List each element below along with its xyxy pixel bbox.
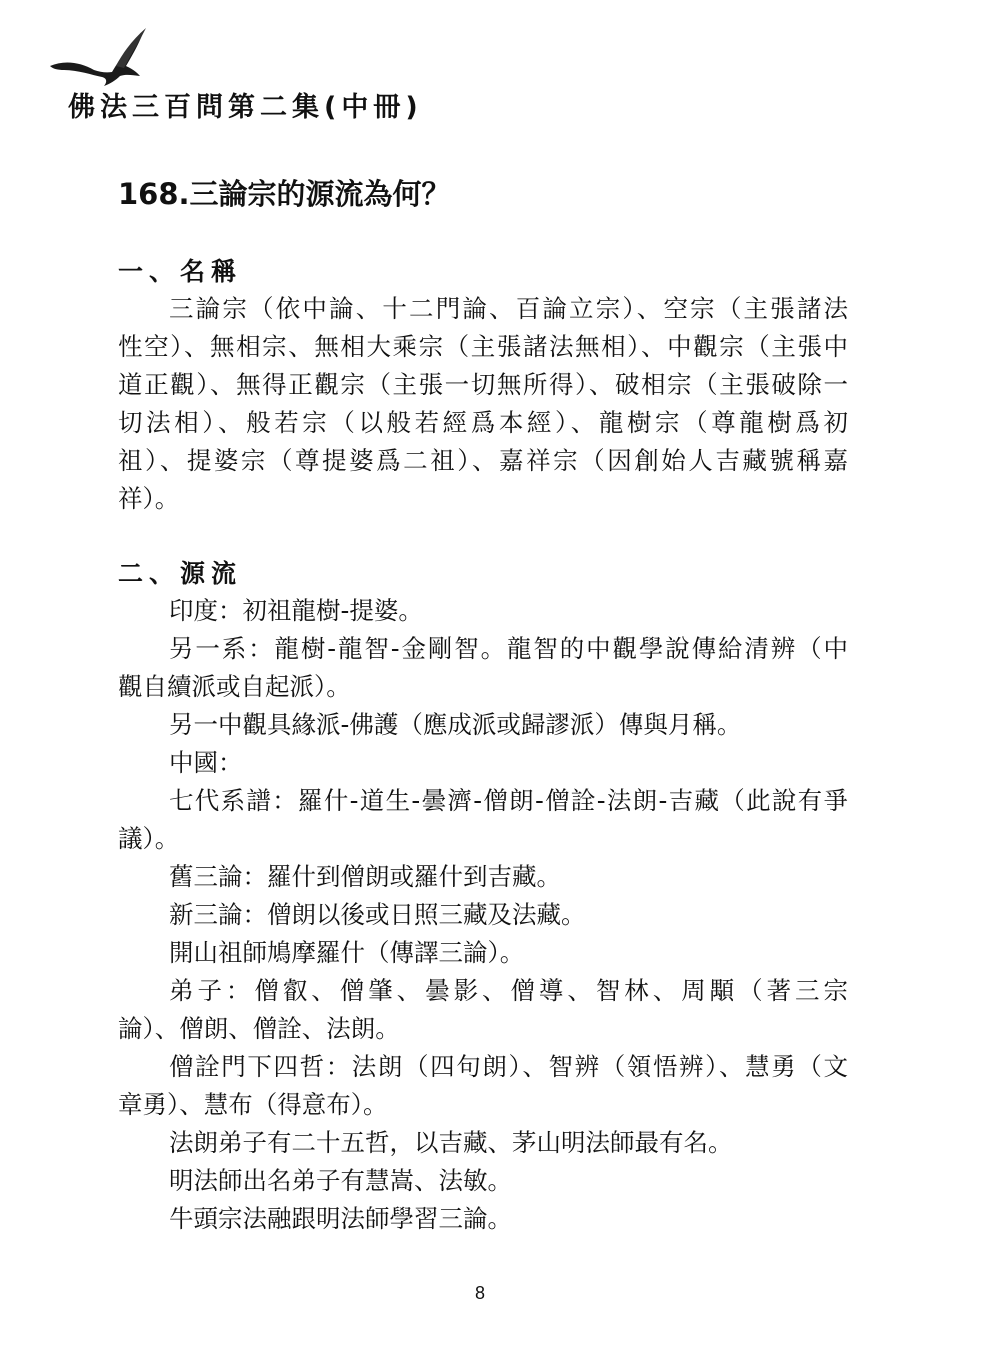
question-title: 168.三論宗的源流為何？ <box>118 177 451 211</box>
text-line: 新三論：僧朗以後或日照三藏及法藏。 <box>169 900 586 929</box>
page-number: 8 <box>474 1283 485 1303</box>
text-line: 僧詮門下四哲：法朗（四句朗）、智辨（領悟辨）、慧勇（文 <box>169 1052 848 1081</box>
text-line: 明法師出名弟子有慧嵩、法敏。 <box>169 1166 512 1195</box>
section-name-content <box>118 290 848 518</box>
text-line: 開山祖師鳩摩羅什（傳譯三論）。 <box>169 938 525 967</box>
text-line: 議）。 <box>118 824 180 853</box>
text-line: 弟子：僧叡、僧肇、曇影、僧導、智林、周顒（著三宗 <box>169 976 848 1005</box>
section-heading-origin: 二、源流 <box>118 559 243 588</box>
text-line: 牛頭宗法融跟明法師學習三論。 <box>169 1204 512 1233</box>
text-line: 法朗弟子有二十五哲，以吉藏、茅山明法師最有名。 <box>169 1128 733 1157</box>
text-line: 祖）、提婆宗（尊提婆爲二祖）、嘉祥宗（因創始人吉藏號稱嘉 <box>118 446 848 475</box>
section-origin-content <box>118 592 848 1238</box>
text-line: 另一中觀具緣派-佛護（應成派或歸謬派）傳與月稱。 <box>169 710 742 739</box>
text-line: 論）、僧朗、僧詮、法朗。 <box>118 1014 400 1043</box>
book-title: 佛法三百問第二集(中冊) <box>68 92 423 123</box>
text-line: 章勇）、慧布（得意布）。 <box>118 1090 388 1119</box>
text-line: 道正觀）、無得正觀宗（主張一切無所得）、破相宗（主張破除一 <box>118 370 848 399</box>
eagle-silhouette-icon <box>46 26 150 88</box>
text-line: 中國： <box>169 748 243 777</box>
text-line: 性空）、無相宗、無相大乘宗（主張諸法無相）、中觀宗（主張中 <box>118 332 848 361</box>
text-line: 印度：初祖龍樹-提婆。 <box>169 596 423 625</box>
section-heading-name: 一、名稱 <box>118 257 243 286</box>
text-line: 祥）。 <box>118 484 180 513</box>
text-line: 觀自續派或自起派）。 <box>118 672 351 701</box>
text-line: 另一系：龍樹-龍智-金剛智。龍智的中觀學說傳給清辨（中 <box>169 634 848 663</box>
text-line: 舊三論：羅什到僧朗或羅什到吉藏。 <box>169 862 561 891</box>
text-line: 切法相）、般若宗（以般若經爲本經）、龍樹宗（尊龍樹爲初 <box>118 408 848 437</box>
text-line: 三論宗（依中論、十二門論、百論立宗）、空宗（主張諸法 <box>169 294 848 323</box>
text-line: 七代系譜：羅什-道生-曇濟-僧朗-僧詮-法朗-吉藏（此說有爭 <box>169 786 848 815</box>
